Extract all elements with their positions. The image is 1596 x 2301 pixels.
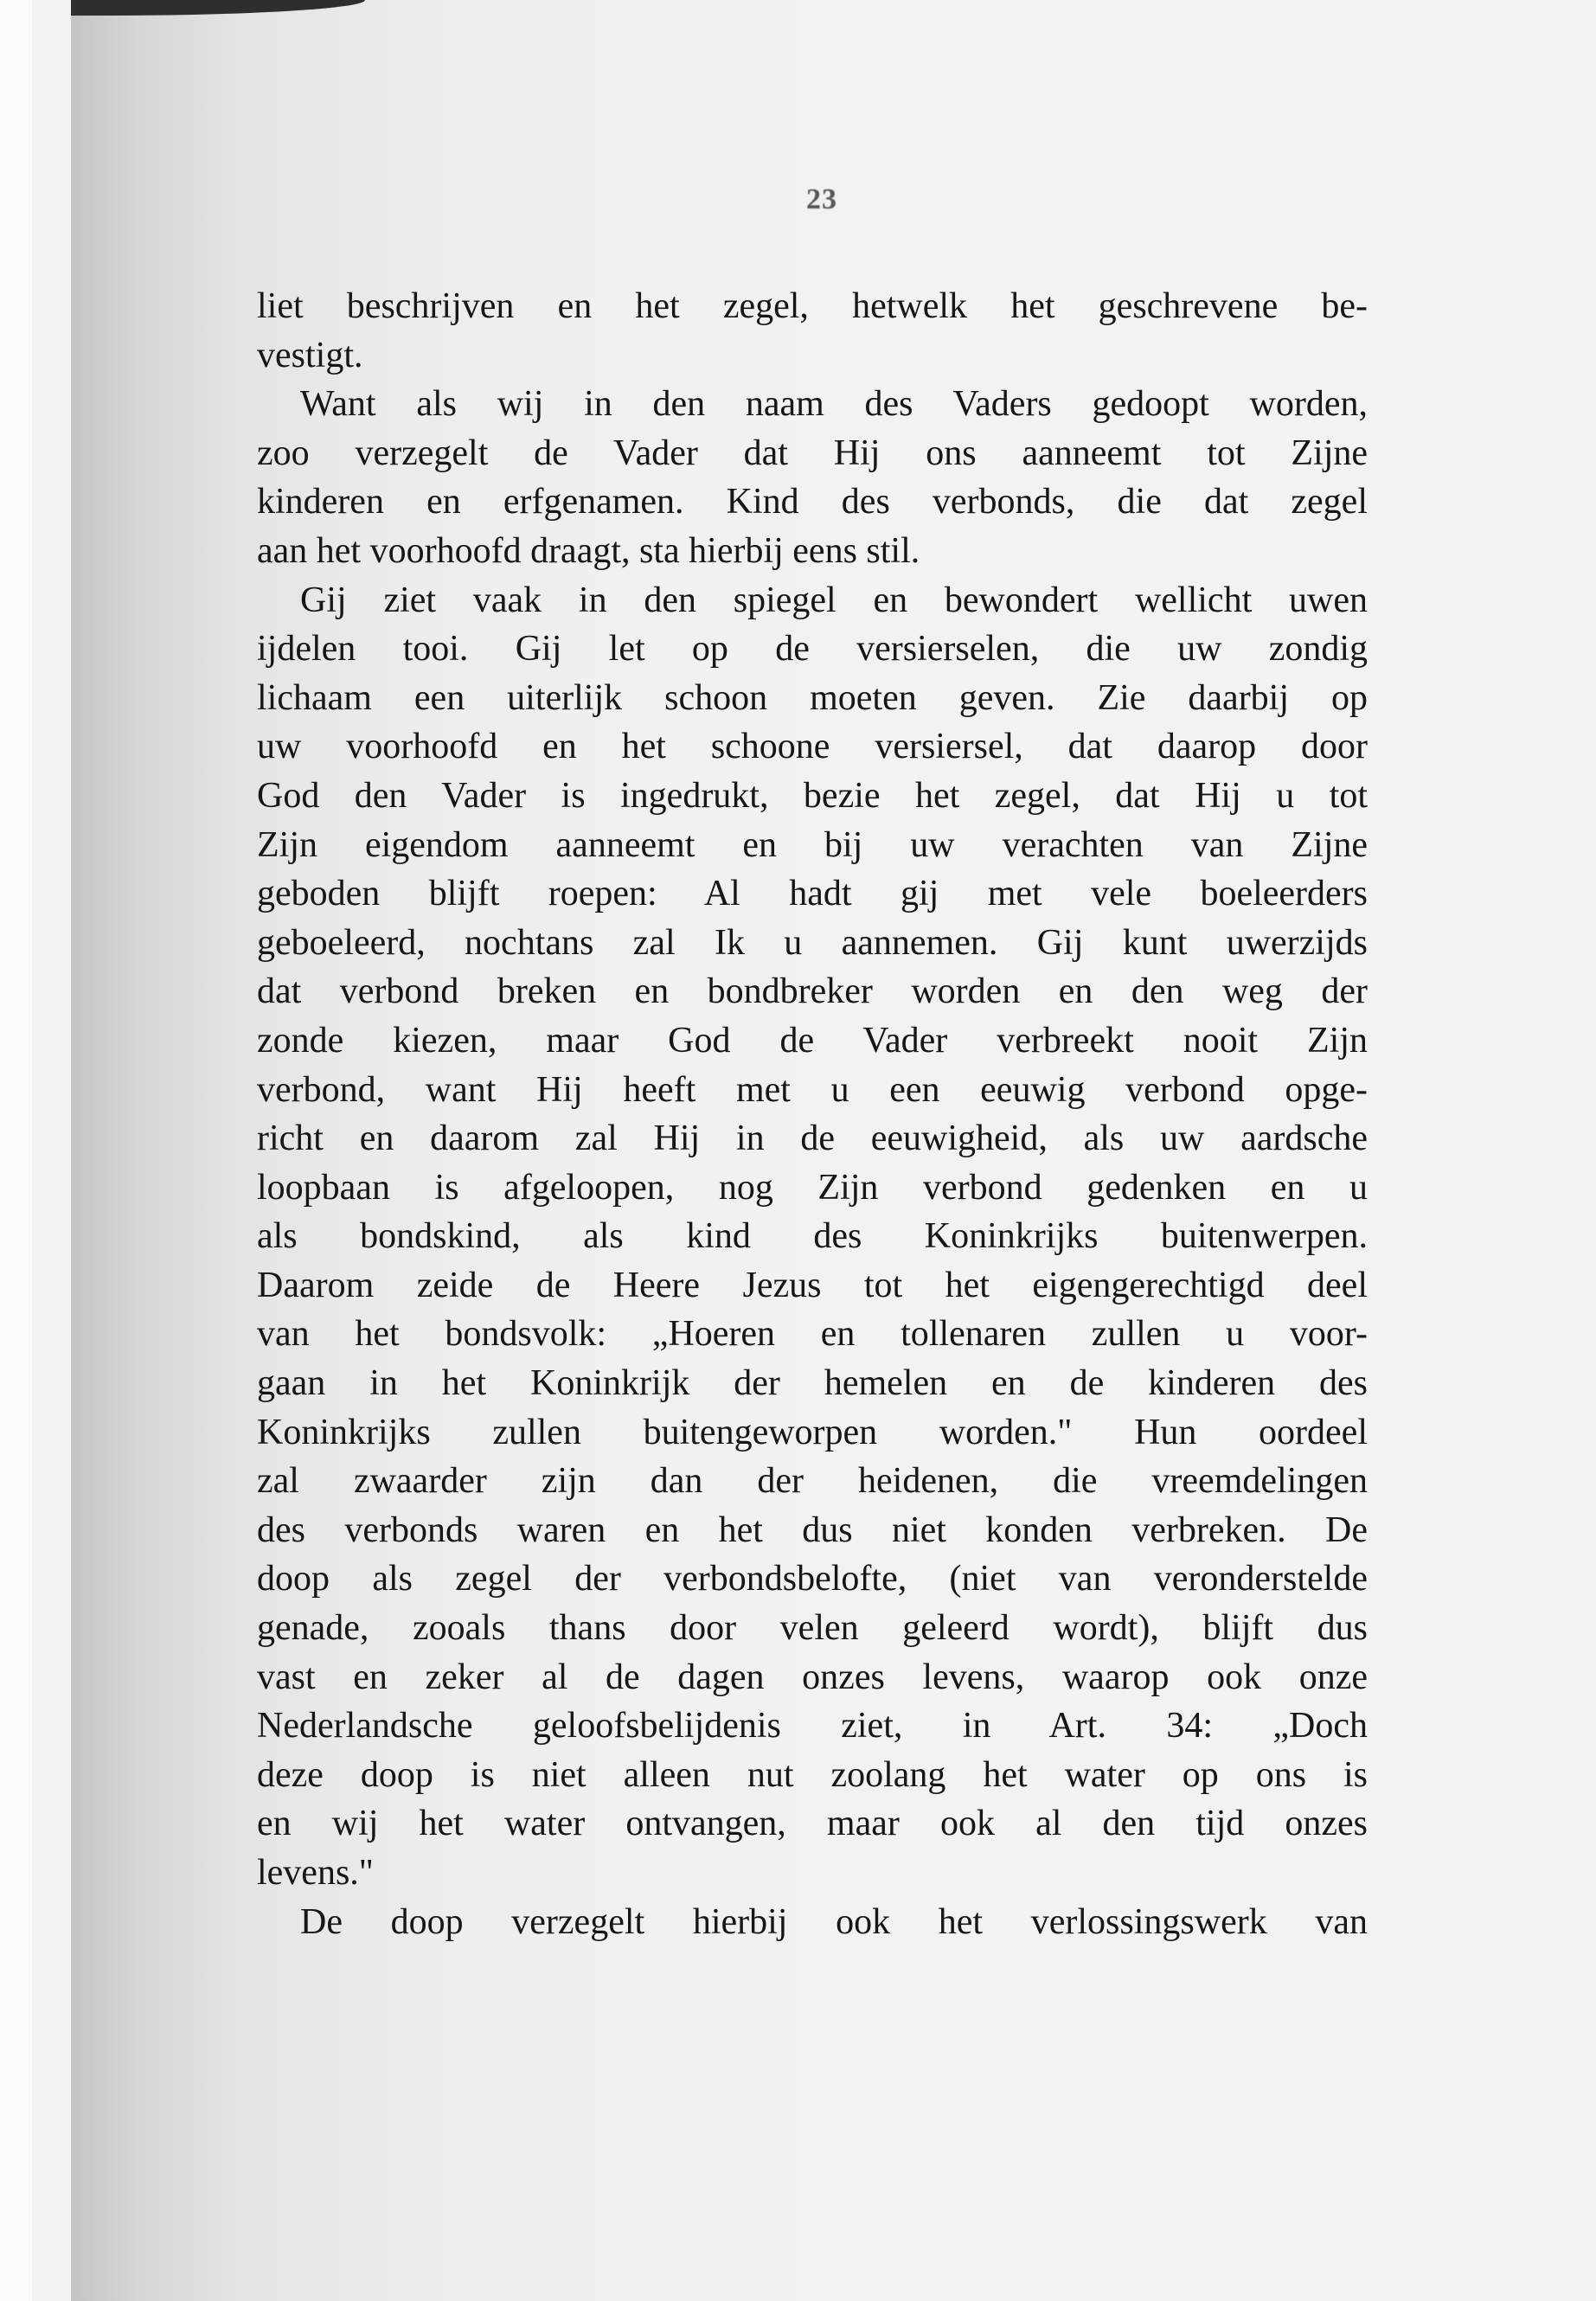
page-number: 23 bbox=[806, 183, 837, 215]
text-line: en wij het water ontvangen, maar ook al den tijd onzes bbox=[257, 1804, 1368, 1844]
text-line: vast en zeker al de dagen onzes levens, waarop ook onze bbox=[257, 1657, 1368, 1697]
text-line: Daarom zeide de Heere Jezus tot het eigengerechtigd deel bbox=[257, 1265, 1368, 1305]
paragraph bbox=[257, 282, 1368, 380]
text-line: zonde kiezen, maar God de Vader verbreekt nooit Zijn bbox=[257, 1020, 1368, 1061]
paragraph bbox=[257, 380, 1368, 575]
text-line: geboeleerd, nochtans zal Ik u aannemen. Gij kunt uwerzijds bbox=[257, 922, 1368, 963]
text-line: zal zwaarder zijn dan der heidenen, die vreemdelingen bbox=[257, 1461, 1368, 1502]
text-line: van het bondsvolk: „Hoeren en tollenaren zullen u voor- bbox=[257, 1314, 1368, 1355]
text-line: doop als zegel der verbondsbelofte, (niet van veronderstelde bbox=[257, 1559, 1368, 1599]
text-line: De doop verzegelt hierbij ook het verlossingswerk van bbox=[300, 1901, 1368, 1942]
text-line: deze doop is niet alleen nut zoolang het water op ons is bbox=[257, 1754, 1368, 1795]
text-line: zoo verzegelt de Vader dat Hij ons aanneemt tot Zijne bbox=[257, 433, 1368, 473]
text-line: vestigt. bbox=[257, 335, 363, 375]
text-line: liet beschrijven en het zegel, hetwelk het geschrevene be- bbox=[257, 286, 1368, 326]
text-line: des verbonds waren en het dus niet konden verbreken. De bbox=[257, 1509, 1368, 1550]
text-line: genade, zooals thans door velen geleerd wordt), blijft dus bbox=[257, 1608, 1368, 1649]
text-line: Koninkrijks zullen buitengeworpen worden." Hun oordeel bbox=[257, 1412, 1368, 1452]
text-line: Gij ziet vaak in den spiegel en bewondert wellicht uwen bbox=[300, 580, 1368, 620]
text-line: verbond, want Hij heeft met u een eeuwig verbond opge- bbox=[257, 1069, 1368, 1110]
text-line: kinderen en erfgenamen. Kind des verbonds, die dat zegel bbox=[257, 482, 1368, 522]
text-line: uw voorhoofd en het schoone versiersel, dat daarop door bbox=[257, 727, 1368, 767]
paragraph bbox=[257, 576, 1368, 1898]
text-line: God den Vader is ingedrukt, bezie het zegel, dat Hij u tot bbox=[257, 775, 1368, 816]
text-line: aan het voorhoofd draagt, sta hierbij eens stil. bbox=[257, 530, 920, 571]
body-text bbox=[257, 282, 1368, 1946]
text-line: levens." bbox=[257, 1853, 374, 1893]
text-line: lichaam een uiterlijk schoon moeten geven. Zie daarbij op bbox=[257, 677, 1368, 718]
text-line: geboden blijft roepen: Al hadt gij met vele boeleerders bbox=[257, 874, 1368, 914]
text-line: als bondskind, als kind des Koninkrijks buitenwerpen. bbox=[257, 1216, 1368, 1257]
paragraph bbox=[257, 1898, 1368, 1947]
text-line: dat verbond breken en bondbreker worden en den weg der bbox=[257, 971, 1368, 1012]
text-line: loopbaan is afgeloopen, nog Zijn verbond gedenken en u bbox=[257, 1167, 1368, 1208]
text-line: Nederlandsche geloofsbelijdenis ziet, in Art. 34: „Doch bbox=[257, 1706, 1368, 1747]
text-line: Zijn eigendom aanneemt en bij uw verachten van Zijne bbox=[257, 824, 1368, 865]
text-line: richt en daarom zal Hij in de eeuwigheid, als uw aardsche bbox=[257, 1118, 1368, 1159]
text-line: ijdelen tooi. Gij let op de versierselen, die uw zondig bbox=[257, 629, 1368, 670]
scan-margin bbox=[32, 0, 71, 2301]
text-line: gaan in het Koninkrijk der hemelen en de kinderen des bbox=[257, 1363, 1368, 1404]
text-line: Want als wij in den naam des Vaders gedoopt worden, bbox=[300, 384, 1368, 425]
